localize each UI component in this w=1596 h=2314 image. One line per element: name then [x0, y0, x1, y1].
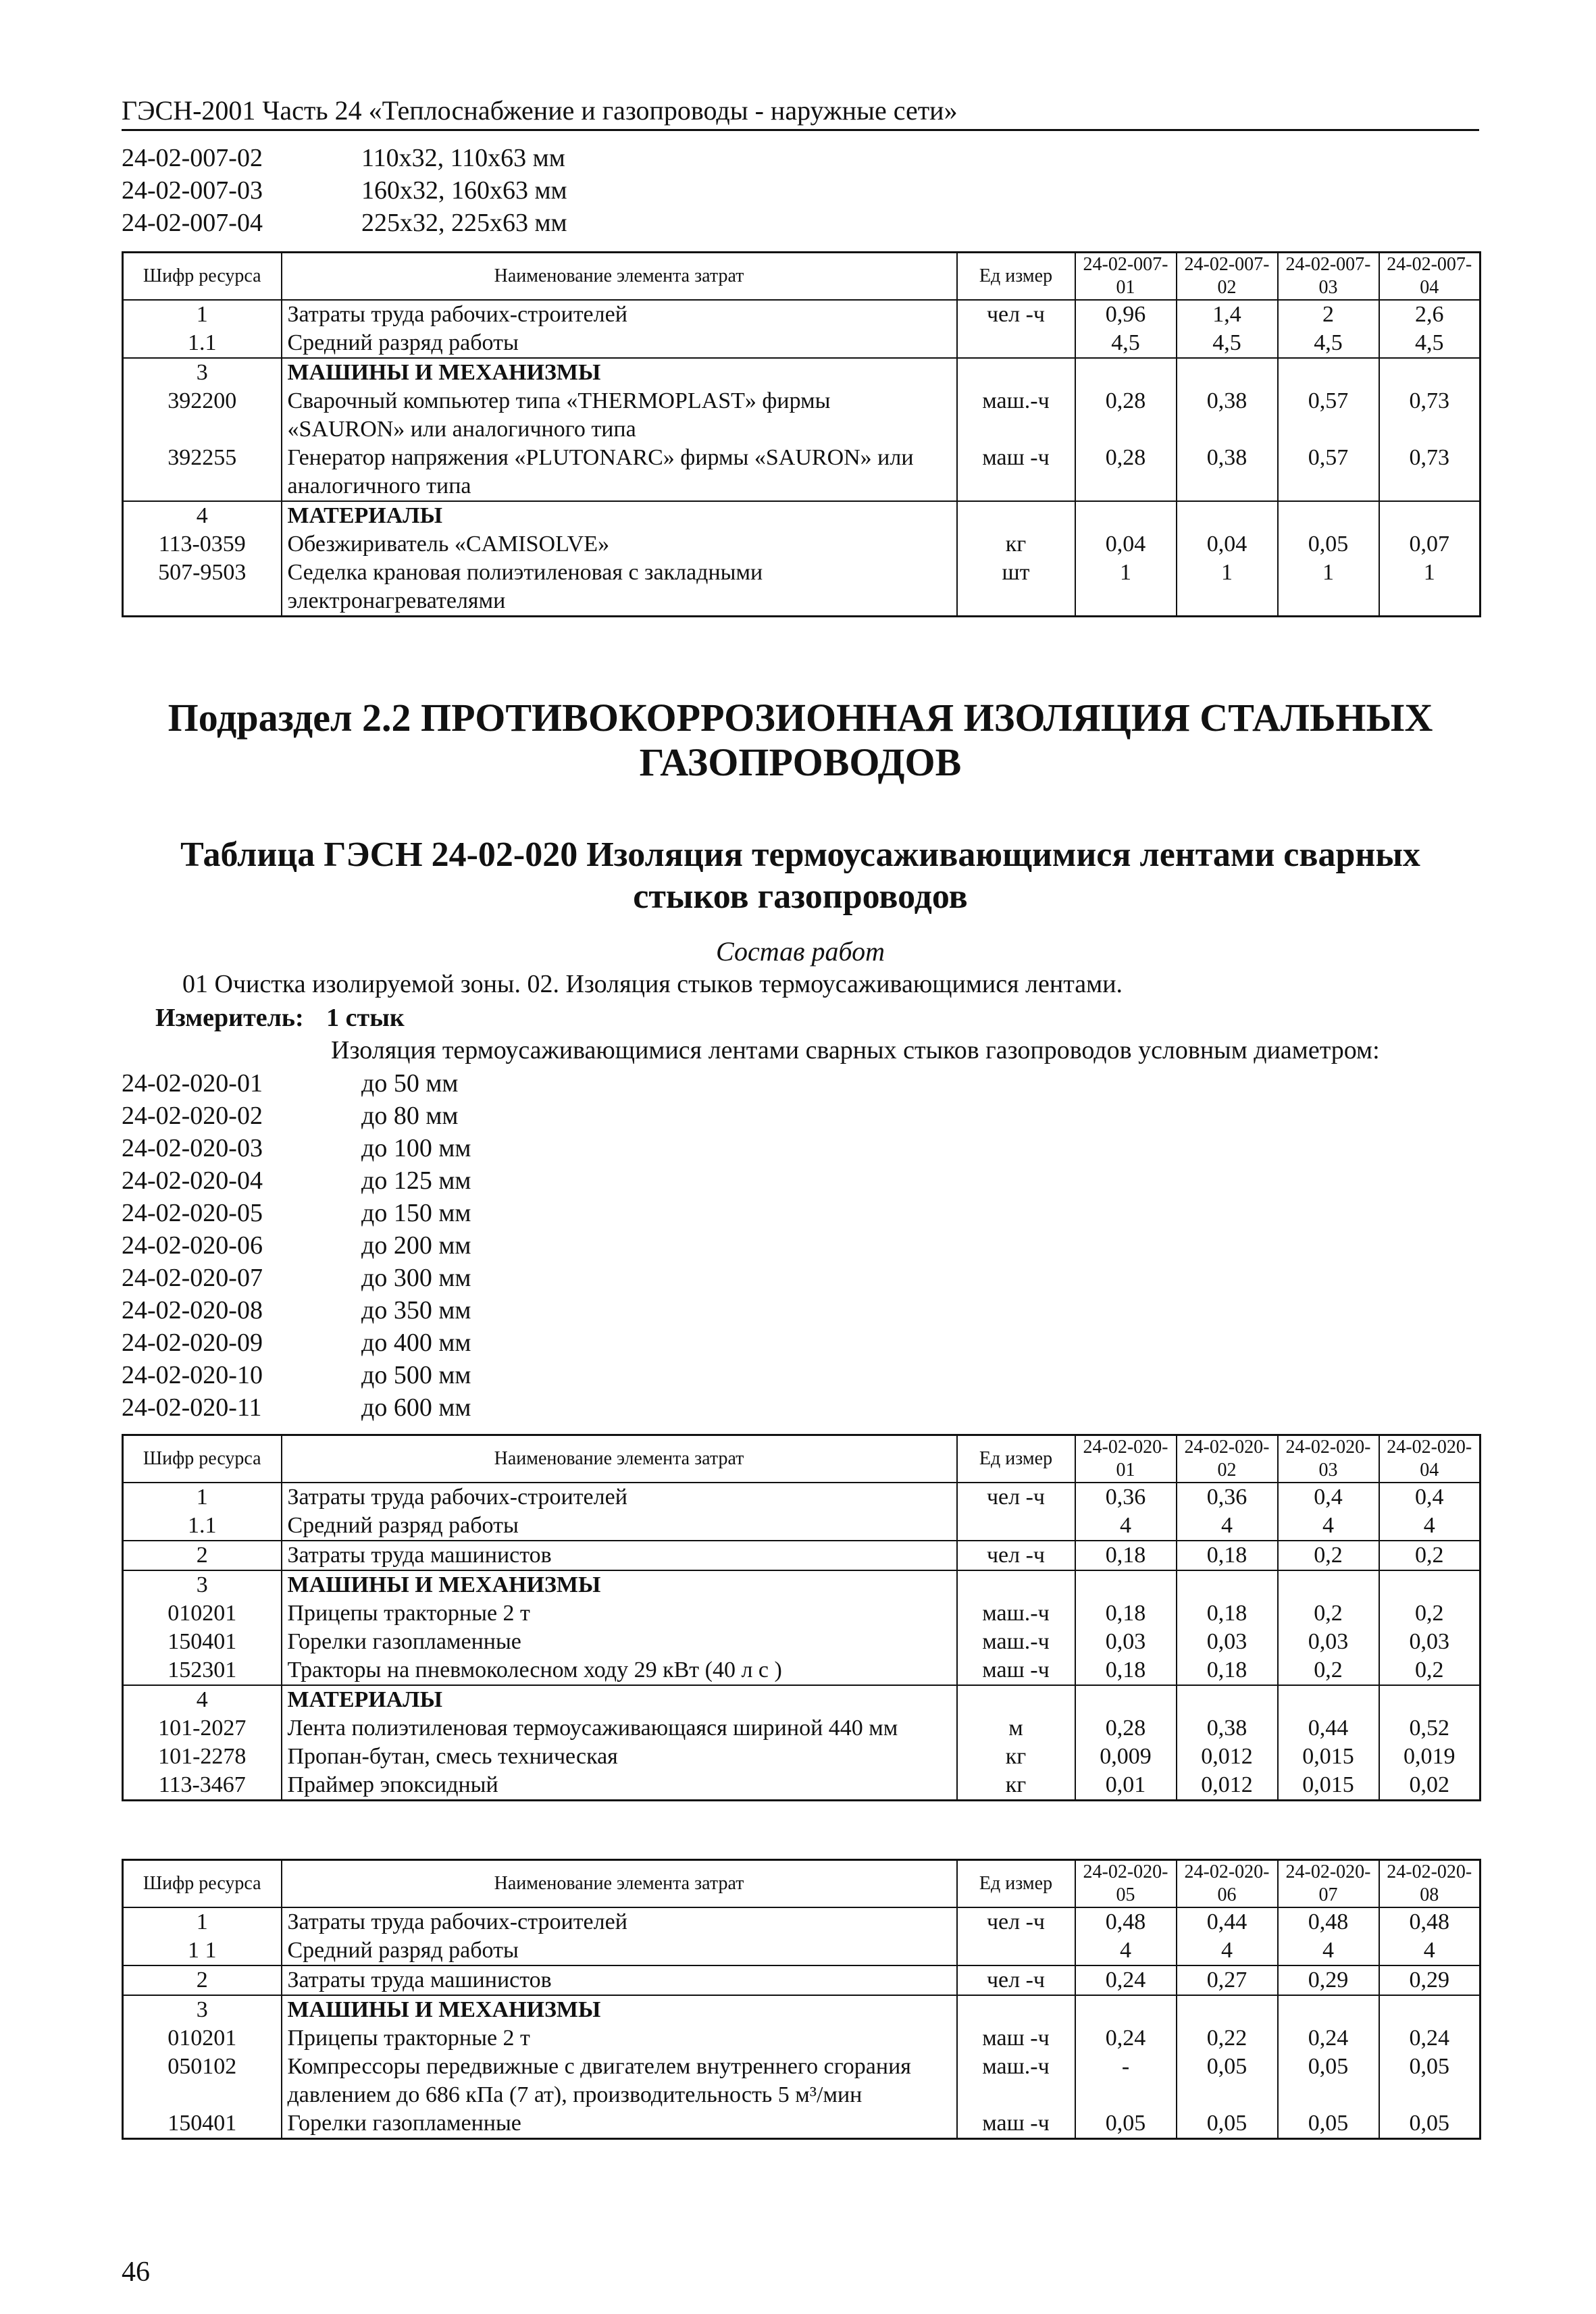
table-row [123, 559, 1481, 617]
cell-value: 4 [1278, 1512, 1379, 1541]
cell-value: 0,05 [1379, 2109, 1481, 2139]
list-item [122, 1229, 471, 1262]
cell-value: 0,2 [1278, 1599, 1379, 1628]
cell-value [1278, 358, 1379, 387]
cell-value: 0,03 [1379, 1628, 1481, 1656]
cell-value: 0,05 [1177, 2109, 1278, 2139]
cell-value [1075, 1995, 1177, 2024]
cell-name: Затраты труда рабочих-строителей [282, 300, 957, 329]
header-norm-code: 24-02-020-03 [1278, 1435, 1379, 1483]
header-norm-code: 24-02-020-04 [1379, 1435, 1481, 1483]
cell-value: 4 [1278, 1936, 1379, 1965]
table-row [123, 444, 1481, 501]
list-item-code: 24-02-020-10 [122, 1361, 263, 1389]
measure-line [155, 1003, 405, 1033]
cell-value: 0,07 [1379, 530, 1481, 559]
cell-value: 0,18 [1177, 1541, 1278, 1570]
table-row [123, 1936, 1481, 1965]
cell-value: 0,18 [1177, 1656, 1278, 1685]
measure-label: Измеритель: [155, 1004, 304, 1032]
cell-value: 0,24 [1075, 2024, 1177, 2053]
list-item-desc: до 125 мм [361, 1166, 471, 1195]
cell-value [1278, 501, 1379, 530]
running-header: ГЭСН-2001 Часть 24 «Теплоснабжение и газопроводы - наружные сети» [122, 95, 1479, 131]
cell-value: 0,28 [1075, 1714, 1177, 1743]
list-item [122, 142, 567, 174]
cell-name: Горелки газопламенные [282, 2109, 957, 2139]
measure-value: 1 стык [326, 1004, 405, 1032]
subsection-title: Подраздел 2.2 ПРОТИВОКОРРОЗИОННАЯ ИЗОЛЯЦИЯ СТАЛЬНЫХ ГАЗОПРОВОДОВ [168, 696, 1433, 784]
cell-unit: маш -ч [957, 2109, 1075, 2139]
cell-value: 0,22 [1177, 2024, 1278, 2053]
header-name: Наименование элемента затрат [282, 253, 957, 301]
cell-value: 0,015 [1278, 1771, 1379, 1801]
cell-value: 0,27 [1177, 1965, 1278, 1995]
cell-code: 3 [123, 1995, 282, 2024]
list-item [122, 1197, 471, 1229]
list-item-code: 24-02-020-06 [122, 1231, 263, 1260]
cell-name: МАТЕРИАЛЫ [282, 501, 957, 530]
cell-value [1075, 1570, 1177, 1599]
cell-value [1075, 501, 1177, 530]
header-norm-code: 24-02-020-08 [1379, 1860, 1481, 1908]
cell-value [1075, 358, 1177, 387]
cell-name: МАШИНЫ И МЕХАНИЗМЫ [282, 358, 957, 387]
cell-unit [957, 1995, 1075, 2024]
header-cipher: Шифр ресурса [123, 1435, 282, 1483]
cell-value: 0,2 [1278, 1541, 1379, 1570]
cell-unit: шт [957, 559, 1075, 617]
cell-code: 101-2278 [123, 1743, 282, 1771]
list-item [122, 1262, 471, 1294]
header-norm-code: 24-02-020-07 [1278, 1860, 1379, 1908]
header-unit: Ед измер [957, 1435, 1075, 1483]
cell-value: 0,73 [1379, 444, 1481, 501]
cell-code: 113-3467 [123, 1771, 282, 1801]
list-item-code: 24-02-020-08 [122, 1296, 263, 1325]
cell-value: 0,2 [1278, 1656, 1379, 1685]
cell-name: Седелка крановая полиэтиленовая с закладными электронагревателями [282, 559, 957, 617]
list-item-desc: 225x32, 225x63 мм [361, 209, 567, 237]
cell-value [1278, 1570, 1379, 1599]
cell-value: 0,05 [1278, 2109, 1379, 2139]
list-item-code: 24-02-007-04 [122, 209, 263, 237]
cell-unit: чел -ч [957, 1907, 1075, 1936]
table-row [123, 300, 1481, 329]
cell-value: 0,57 [1278, 444, 1379, 501]
cell-name: МАТЕРИАЛЫ [282, 1685, 957, 1714]
cell-code: 1.1 [123, 1512, 282, 1541]
table-row [123, 1685, 1481, 1714]
cell-value: 4 [1177, 1936, 1278, 1965]
cell-unit: маш -ч [957, 444, 1075, 501]
table-row [123, 329, 1481, 358]
cell-name: Затраты труда машинистов [282, 1965, 957, 1995]
cell-code: 152301 [123, 1656, 282, 1685]
list-item-desc: до 300 мм [361, 1264, 471, 1292]
cell-name: Обезжириватель «CAMISOLVE» [282, 530, 957, 559]
cell-value [1177, 1685, 1278, 1714]
cell-unit: маш.-ч [957, 1628, 1075, 1656]
cell-unit: чел -ч [957, 1541, 1075, 1570]
cell-value: 0,4 [1278, 1483, 1379, 1512]
table-row [123, 1541, 1481, 1570]
cell-value: 4 [1379, 1512, 1481, 1541]
cell-unit: маш.-ч [957, 387, 1075, 444]
cell-value [1379, 501, 1481, 530]
cell-value: 0,38 [1177, 444, 1278, 501]
cell-value [1177, 501, 1278, 530]
cell-name: Средний разряд работы [282, 1512, 957, 1541]
cell-code: 2 [123, 1965, 282, 1995]
cell-name: МАШИНЫ И МЕХАНИЗМЫ [282, 1995, 957, 2024]
cell-code: 010201 [123, 1599, 282, 1628]
table-header-row [123, 1860, 1481, 1908]
table-row [123, 387, 1481, 444]
table-row [123, 501, 1481, 530]
cell-unit: чел -ч [957, 1965, 1075, 1995]
cell-unit: маш -ч [957, 1656, 1075, 1685]
header-unit: Ед измер [957, 253, 1075, 301]
table-row [123, 1570, 1481, 1599]
list-item-code: 24-02-020-09 [122, 1329, 263, 1357]
cell-value: 0,03 [1075, 1628, 1177, 1656]
list-item-desc: до 100 мм [361, 1134, 471, 1162]
cell-unit [957, 1570, 1075, 1599]
cell-value: 0,009 [1075, 1743, 1177, 1771]
list-item-desc: до 600 мм [361, 1393, 471, 1422]
list-item-code: 24-02-020-03 [122, 1134, 263, 1162]
table-row [123, 1743, 1481, 1771]
list-item-code: 24-02-007-03 [122, 176, 263, 205]
cell-code: 4 [123, 1685, 282, 1714]
cell-value: 1,4 [1177, 300, 1278, 329]
table-row [123, 1656, 1481, 1685]
list-item-desc: до 400 мм [361, 1329, 471, 1357]
header-norm-code: 24-02-020-02 [1177, 1435, 1278, 1483]
list-item [122, 207, 567, 239]
cell-unit [957, 1512, 1075, 1541]
cell-code: 3 [123, 1570, 282, 1599]
list-item-code: 24-02-020-02 [122, 1102, 263, 1130]
cell-value: 0,24 [1379, 2024, 1481, 2053]
list-item [122, 1100, 471, 1132]
table-row [123, 2109, 1481, 2139]
list-item-code: 24-02-020-11 [122, 1393, 262, 1422]
cell-value: 0,019 [1379, 1743, 1481, 1771]
cell-value: 4,5 [1278, 329, 1379, 358]
cell-unit: чел -ч [957, 300, 1075, 329]
cell-value: 4,5 [1177, 329, 1278, 358]
cell-value: 0,01 [1075, 1771, 1177, 1801]
cell-value: 0,012 [1177, 1743, 1278, 1771]
cell-value: 0,05 [1278, 2053, 1379, 2109]
cell-name: Пропан-бутан, смесь техническая [282, 1743, 957, 1771]
cell-value: 0,18 [1075, 1599, 1177, 1628]
cell-code: 392200 [123, 387, 282, 444]
cell-name: Прицепы тракторные 2 т [282, 2024, 957, 2053]
table-row [123, 1771, 1481, 1801]
list-item-code: 24-02-020-01 [122, 1069, 263, 1098]
cell-unit: маш -ч [957, 2024, 1075, 2053]
cell-value: 0,05 [1379, 2053, 1481, 2109]
cell-unit [957, 1685, 1075, 1714]
cell-value [1177, 1570, 1278, 1599]
cell-value: 0,2 [1379, 1656, 1481, 1685]
cell-unit: маш.-ч [957, 2053, 1075, 2109]
cell-value: 0,05 [1075, 2109, 1177, 2139]
cell-value [1278, 1685, 1379, 1714]
cell-value: 0,52 [1379, 1714, 1481, 1743]
list-item-code: 24-02-020-04 [122, 1166, 263, 1195]
header-norm-code: 24-02-007-01 [1075, 253, 1177, 301]
cell-unit [957, 1936, 1075, 1965]
cell-code: 150401 [123, 2109, 282, 2139]
cell-unit [957, 358, 1075, 387]
list-item-desc: до 200 мм [361, 1231, 471, 1260]
table-row [123, 1599, 1481, 1628]
cell-value: 1 [1379, 559, 1481, 617]
cell-code: 050102 [123, 2053, 282, 2109]
cell-code: 101-2027 [123, 1714, 282, 1743]
list-item-desc: до 150 мм [361, 1199, 471, 1227]
table-row [123, 1714, 1481, 1743]
cell-code: 392255 [123, 444, 282, 501]
cell-unit: м [957, 1714, 1075, 1743]
table-row [123, 1965, 1481, 1995]
list-item-desc: до 50 мм [361, 1069, 459, 1098]
cell-name: Средний разряд работы [282, 1936, 957, 1965]
cell-code: 150401 [123, 1628, 282, 1656]
resource-table-1 [122, 251, 1481, 617]
cell-value: 0,02 [1379, 1771, 1481, 1801]
cell-value: 0,4 [1379, 1483, 1481, 1512]
cell-code: 507-9503 [123, 559, 282, 617]
list-item-code: 24-02-020-07 [122, 1264, 263, 1292]
cell-unit: чел -ч [957, 1483, 1075, 1512]
work-composition-label: Состав работ [716, 936, 885, 967]
diameter-code-list [122, 1067, 471, 1424]
cell-code: 3 [123, 358, 282, 387]
cell-unit: кг [957, 530, 1075, 559]
cell-code: 4 [123, 501, 282, 530]
header-unit: Ед измер [957, 1860, 1075, 1908]
list-item [122, 1327, 471, 1359]
cell-name: МАШИНЫ И МЕХАНИЗМЫ [282, 1570, 957, 1599]
header-name: Наименование элемента затрат [282, 1435, 957, 1483]
cell-value: 1 [1278, 559, 1379, 617]
cell-value: 4,5 [1075, 329, 1177, 358]
table-row [123, 530, 1481, 559]
cell-value: 0,48 [1075, 1907, 1177, 1936]
header-norm-code: 24-02-007-03 [1278, 253, 1379, 301]
cell-unit: кг [957, 1743, 1075, 1771]
cell-value: 0,05 [1177, 2053, 1278, 2109]
list-item-desc: до 80 мм [361, 1102, 459, 1130]
list-item-desc: до 350 мм [361, 1296, 471, 1325]
cell-value: 4 [1177, 1512, 1278, 1541]
table-row [123, 2024, 1481, 2053]
cell-value: 0,24 [1075, 1965, 1177, 1995]
cell-code: 1 [123, 1907, 282, 1936]
header-norm-code: 24-02-007-04 [1379, 253, 1481, 301]
table-row [123, 1907, 1481, 1936]
list-item [122, 1359, 471, 1391]
cell-value: 0,44 [1278, 1714, 1379, 1743]
cell-name: Праймер эпоксидный [282, 1771, 957, 1801]
list-item-desc: до 500 мм [361, 1361, 471, 1389]
list-item-code: 24-02-007-02 [122, 144, 263, 172]
cell-value: 1 [1177, 559, 1278, 617]
cell-value: 4,5 [1379, 329, 1481, 358]
cell-value: 0,04 [1075, 530, 1177, 559]
cell-value: 2,6 [1379, 300, 1481, 329]
cell-name: Затраты труда машинистов [282, 1541, 957, 1570]
cell-value: 0,24 [1278, 2024, 1379, 2053]
cell-value: 0,18 [1075, 1656, 1177, 1685]
table-row [123, 2053, 1481, 2109]
cell-code: 010201 [123, 2024, 282, 2053]
cell-value: 0,012 [1177, 1771, 1278, 1801]
cell-unit [957, 329, 1075, 358]
cell-code: 1 [123, 1483, 282, 1512]
cell-name: Прицепы тракторные 2 т [282, 1599, 957, 1628]
cell-unit [957, 501, 1075, 530]
cell-value: 0,28 [1075, 387, 1177, 444]
header-norm-code: 24-02-020-05 [1075, 1860, 1177, 1908]
cell-value: 0,03 [1177, 1628, 1278, 1656]
cell-name: Горелки газопламенные [282, 1628, 957, 1656]
table-row [123, 358, 1481, 387]
list-item [122, 1132, 471, 1164]
cell-name: Средний разряд работы [282, 329, 957, 358]
cell-value: 0,015 [1278, 1743, 1379, 1771]
header-cipher: Шифр ресурса [123, 253, 282, 301]
cell-name: Затраты труда рабочих-строителей [282, 1483, 957, 1512]
cell-value: 1 [1075, 559, 1177, 617]
cell-value: 0,48 [1278, 1907, 1379, 1936]
cell-value: 0,38 [1177, 1714, 1278, 1743]
cell-value: 0,18 [1075, 1541, 1177, 1570]
cell-value [1177, 358, 1278, 387]
cell-value: 0,28 [1075, 444, 1177, 501]
cell-name: Затраты труда рабочих-строителей [282, 1907, 957, 1936]
cell-value: 0,57 [1278, 387, 1379, 444]
cell-value: 0,38 [1177, 387, 1278, 444]
page-number: 46 [122, 2257, 150, 2288]
cell-value [1278, 1995, 1379, 2024]
cell-value [1379, 1570, 1481, 1599]
table-header-row [123, 1435, 1481, 1483]
cell-value: 0,48 [1379, 1907, 1481, 1936]
cell-value [1379, 1685, 1481, 1714]
cell-value: 0,36 [1075, 1483, 1177, 1512]
cell-value: 0,2 [1379, 1599, 1481, 1628]
cell-value: 0,03 [1278, 1628, 1379, 1656]
cell-unit: кг [957, 1771, 1075, 1801]
header-name: Наименование элемента затрат [282, 1860, 957, 1908]
cell-value [1379, 1995, 1481, 2024]
cell-code: 2 [123, 1541, 282, 1570]
table-row [123, 1512, 1481, 1541]
cell-value [1177, 1995, 1278, 2024]
list-item [122, 174, 567, 207]
cell-value: 2 [1278, 300, 1379, 329]
cell-value [1075, 1685, 1177, 1714]
cell-name: Тракторы на пневмоколесном ходу 29 кВт (40 л с ) [282, 1656, 957, 1685]
cell-value: - [1075, 2053, 1177, 2109]
header-norm-code: 24-02-020-06 [1177, 1860, 1278, 1908]
list-intro: Изоляция термоусаживающимися лентами сварных стыков газопроводов условным диаметром: [331, 1036, 1380, 1064]
cell-value: 0,36 [1177, 1483, 1278, 1512]
header-norm-code: 24-02-020-01 [1075, 1435, 1177, 1483]
cell-value: 0,04 [1177, 530, 1278, 559]
cell-name: Компрессоры передвижные с двигателем внутреннего сгорания давлением до 686 кПа (7 ат), производительность 5 м³/мин [282, 2053, 957, 2109]
cell-value: 0,96 [1075, 300, 1177, 329]
header-cipher: Шифр ресурса [123, 1860, 282, 1908]
cell-code: 1 [123, 300, 282, 329]
cell-value: 0,73 [1379, 387, 1481, 444]
cell-code: 1.1 [123, 329, 282, 358]
cell-name: Генератор напряжения «PLUTONARC» фирмы «SAURON» или аналогичного типа [282, 444, 957, 501]
table-header-row [123, 253, 1481, 301]
table-row [123, 1483, 1481, 1512]
cell-value: 4 [1075, 1936, 1177, 1965]
cell-value: 4 [1379, 1936, 1481, 1965]
cell-value: 0,05 [1278, 530, 1379, 559]
cell-value: 0,29 [1278, 1965, 1379, 1995]
top-code-list [122, 142, 567, 239]
cell-unit: маш.-ч [957, 1599, 1075, 1628]
table-row [123, 1995, 1481, 2024]
cell-name: Лента полиэтиленовая термоусаживающаяся шириной 440 мм [282, 1714, 957, 1743]
cell-value: 0,44 [1177, 1907, 1278, 1936]
work-composition-text: 01 Очистка изолируемой зоны. 02. Изоляция стыков термоусаживающимися лентами. [182, 970, 1123, 998]
cell-name: Сварочный компьютер типа «THERMOPLAST» фирмы «SAURON» или аналогичного типа [282, 387, 957, 444]
table-row [123, 1628, 1481, 1656]
cell-code: 113-0359 [123, 530, 282, 559]
list-item [122, 1067, 471, 1100]
cell-value: 0,29 [1379, 1965, 1481, 1995]
list-item [122, 1294, 471, 1327]
header-norm-code: 24-02-007-02 [1177, 253, 1278, 301]
list-item-desc: 110x32, 110x63 мм [361, 144, 565, 172]
list-item [122, 1391, 471, 1424]
cell-value: 0,2 [1379, 1541, 1481, 1570]
list-item-desc: 160x32, 160x63 мм [361, 176, 567, 205]
table-title: Таблица ГЭСН 24-02-020 Изоляция термоусаживающимися лентами сварных стыков газопроводов [180, 835, 1420, 916]
cell-value: 0,18 [1177, 1599, 1278, 1628]
cell-value: 4 [1075, 1512, 1177, 1541]
resource-table-2 [122, 1434, 1481, 1801]
cell-code: 1 1 [123, 1936, 282, 1965]
cell-value [1379, 358, 1481, 387]
resource-table-3 [122, 1859, 1481, 2140]
list-item [122, 1164, 471, 1197]
list-item-code: 24-02-020-05 [122, 1199, 263, 1227]
